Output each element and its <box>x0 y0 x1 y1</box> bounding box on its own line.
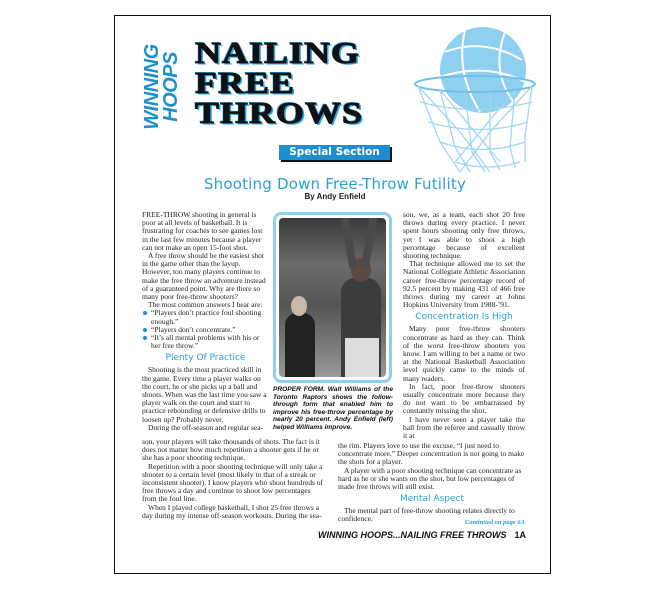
running-footer <box>300 530 526 540</box>
paragraph: Shooting is the most practiced skill in the game. Every time a player walks on the court, he or she picks up a ball and shoots. When was the last time you saw a player walk on the court and start to practice rebounding or defensive drills to loosen up? Probably never. <box>142 365 267 424</box>
bullet-item <box>142 334 269 350</box>
bullet-icon <box>143 311 147 315</box>
subheading: Concentration Is High <box>415 312 513 323</box>
paragraph: Many poor free-throw shooters concentrate as hard as they can. Think of the worst free-throw shooters you know. I am willing to bet a name or two at the National Basketball Association level quickly came to the minds of many readers. <box>403 324 525 383</box>
paragraph: Repetition with a poor shooting technique will only take a shooter to a certain level (most likely to that of a streak or inconsistent shooter). I know players who shoot hundreds of free throws a day and continue to shoot low percentages from the foul line. <box>142 461 324 504</box>
title-line-2: FREE <box>195 65 296 100</box>
paragraph: FREE-THROW shooting in general is poor at all levels of basketball. It is frustrating for coaches to see games lost in the last few minutes because a player can not make an open 15-foot shot. <box>142 210 263 252</box>
paragraph: The mental part of free-throw shooting relates directly to confidence. <box>338 506 515 524</box>
paragraph: A free throw should be the easiest shot in the game other than the layup. However, too many players continue to make the free throw an adventure instead of a guaranteed point. Why are there so many poor free-throw shooters? <box>142 251 266 302</box>
lower-right-column <box>338 442 526 524</box>
winning-hoops-logo <box>140 37 184 137</box>
article-headline: Shooting Down Free-Throw Futility <box>203 175 467 193</box>
continued-note: Continued on page 6A <box>464 519 525 526</box>
brand-line-2: HOOPS <box>160 52 182 122</box>
title-line-3: THROWS <box>195 95 364 130</box>
title-line-1: NAILING <box>195 35 361 70</box>
bullet-list <box>142 309 269 350</box>
paragraph: A player with a poor shooting technique can concentrate as hard as he or she wants on the shot, but low percentages of made free throws will still exist. <box>338 465 522 492</box>
special-section-badge: Special Section <box>279 145 390 160</box>
paragraph: The most common answers I hear are: <box>148 300 263 310</box>
article-photo <box>273 212 392 383</box>
photo-image <box>279 218 386 377</box>
lower-left-column <box>142 438 324 520</box>
brand-line-1: WINNING <box>141 44 163 130</box>
subheading: Mental Aspect <box>400 494 464 505</box>
paragraph: During the off-season and regular sea- <box>148 422 264 432</box>
paragraph: I have never seen a player take the ball from the referee and casually throw it at <box>403 414 525 441</box>
byline: By Andy Enfield <box>304 192 366 201</box>
photo-caption: PROPER FORM. Walt Williams of the Toronto Raptors shows the follow-through form that enabled him to improve his free-throw percentage by nearly 20 percent. Andy Enfield (left) helped Williams improve. <box>273 386 393 431</box>
running-title: WINNING HOOPS...NAILING FREE THROWS <box>317 530 507 540</box>
bullet-item <box>142 309 269 325</box>
basketball-hoop-icon <box>410 22 540 174</box>
bullet-text: “Players don’t practice foul shooting enough.” <box>151 308 262 326</box>
bullet-text: “Players don’t concentrate.” <box>151 324 236 334</box>
paragraph: That technique allowed me to set the National Collegiate Athletic Association career free-throw percentage record of 92.5 percent by making 431 of 466 free throws during my career at Johns Hopkins University from 1988-’91. <box>403 259 525 310</box>
column-1 <box>142 211 269 432</box>
paragraph: son, your players will take thousands of shots. The fact is it does not matter how much repetition a shooter gets if he or she has a poor shooting technique. <box>142 437 320 463</box>
column-3 <box>403 211 525 440</box>
paragraph: When I played college basketball, I shot 25 free throws a day during my intense off-season workouts. During the sea- <box>142 502 322 520</box>
bullet-icon <box>143 336 147 340</box>
paragraph: In fact, poor free-throw shooters usually concentrate more because they do not want to be embarrassed by constantly missing the shot. <box>403 381 525 416</box>
bullet-text: “It’s all mental problems with his or her free throw.” <box>151 333 260 351</box>
paragraph: son, we, as a team, each shot 20 free throws during every practice. I never spent hours shooting only free throws, yet I was able to shoot a high percentage because of excellent shooting technique. <box>403 210 525 261</box>
subheading: Plenty Of Practice <box>165 353 246 364</box>
page-number: 1A <box>514 530 526 540</box>
bullet-icon <box>143 328 147 332</box>
paragraph: the rim. Players love to use the excuse, “I just need to concentrate more.” Deeper concentration is not going to make the shots for a player. <box>338 441 525 467</box>
